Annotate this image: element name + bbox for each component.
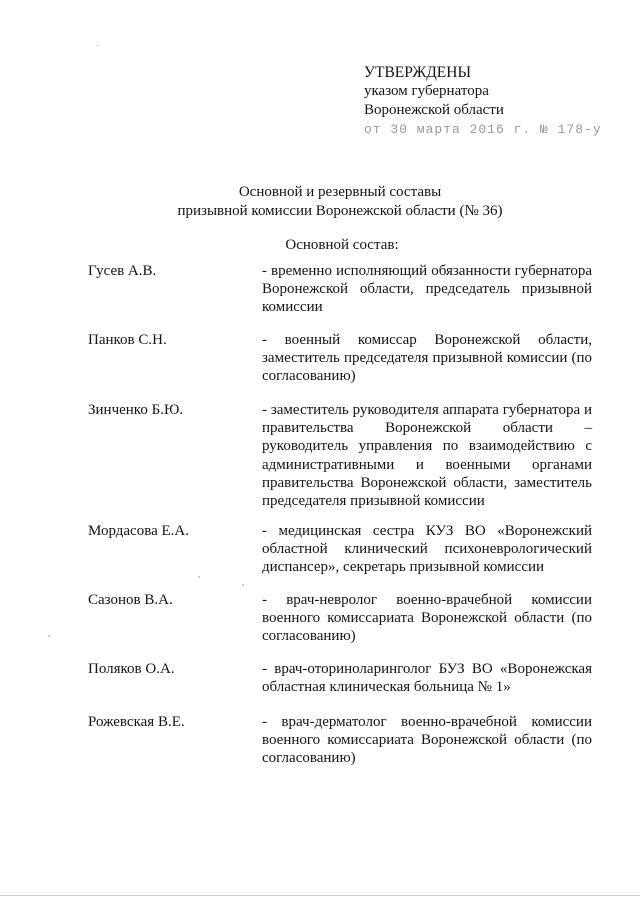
member-description: - врач-дерматолог военно-врачебной комиссии военного комиссариата Воронежской области (по согласованию) bbox=[262, 714, 592, 767]
member-name: Поляков О.А. bbox=[88, 661, 175, 677]
member-name: Зинченко Б.Ю. bbox=[88, 402, 184, 418]
member-description: - военный комиссар Воронежской области, заместитель председателя призывной комиссии (по согласованию) bbox=[262, 332, 592, 385]
member-description: - медицинская сестра КУЗ ВО «Воронежский областной клинический психоневрологический диспансер», секретарь призывной комиссии bbox=[262, 523, 592, 576]
member-name: Сазонов В.А. bbox=[88, 592, 173, 608]
approval-line-1: указом губернатора bbox=[364, 83, 489, 99]
member-name: Гусев А.В. bbox=[88, 263, 157, 279]
scan-speck bbox=[198, 576, 200, 578]
member-description: - временно исполняющий обязанности губернатора Воронежской области, председатель призывной комиссии bbox=[262, 263, 592, 316]
approval-block bbox=[364, 63, 602, 139]
member-name: Мордасова Е.А. bbox=[88, 523, 190, 539]
approval-heading: УТВЕРЖДЕНЫ bbox=[364, 64, 471, 81]
title-line-2: призывной комиссии Воронежской области (№ 36) bbox=[177, 203, 503, 219]
document-title bbox=[0, 183, 640, 221]
scan-speck bbox=[242, 584, 244, 586]
scan-speck bbox=[97, 45, 99, 46]
member-description: - заместитель руководителя аппарата губернатора и правительства Воронежской области – руководитель управления по взаимодействию с административными и военными органами правительства Воронежской области, заместитель председателя призывной комиссии bbox=[262, 402, 592, 510]
member-name: Панков С.Н. bbox=[88, 332, 167, 348]
title-line-1: Основной и резервный составы bbox=[238, 184, 442, 200]
scan-bottom-edge bbox=[0, 895, 640, 896]
member-name: Рожевская В.Е. bbox=[88, 714, 185, 730]
member-description: - врач-оториноларинголог БУЗ ВО «Воронежская областная клиническая больница № 1» bbox=[262, 661, 592, 696]
approval-line-2: Воронежской области bbox=[364, 102, 504, 118]
member-description: - врач-невролог военно-врачебной комиссии военного комиссариата Воронежской области (по согласованию) bbox=[262, 592, 592, 645]
section-heading: Основной состав: bbox=[285, 237, 399, 253]
scan-speck bbox=[48, 635, 50, 637]
approval-date-stamp: от 30 марта 2016 г. № 178-у bbox=[364, 122, 602, 137]
